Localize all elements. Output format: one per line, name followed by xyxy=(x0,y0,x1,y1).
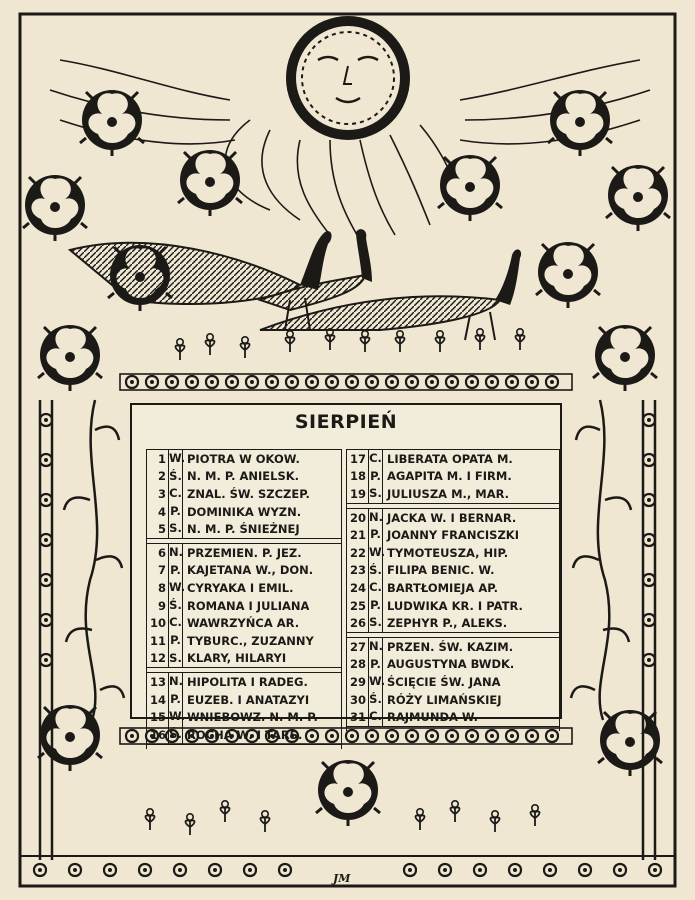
weekday-abbrev: W. xyxy=(368,673,383,691)
saint-name: FILIPA BENIC. W. xyxy=(387,563,495,578)
weekday-abbrev: P. xyxy=(368,597,383,615)
flower-icon xyxy=(593,325,657,391)
weekday-abbrev: P. xyxy=(168,503,183,521)
flower-icon xyxy=(178,150,242,216)
weekday-abbrev: P. xyxy=(168,691,183,709)
flower-icon xyxy=(316,760,380,826)
calendar-row xyxy=(147,468,341,486)
flower-icon xyxy=(438,155,502,221)
saint-name: KAJETANA W., DON. xyxy=(187,563,314,578)
calendar-row xyxy=(347,544,559,562)
day-number: 14 xyxy=(149,692,166,707)
day-number: 29 xyxy=(349,674,366,689)
weekday-abbrev: Ś. xyxy=(368,691,383,709)
saint-name: PIOTRA W OKOW. xyxy=(187,451,300,466)
calendar-column-right xyxy=(346,449,560,731)
calendar-row xyxy=(347,450,559,468)
weekday-abbrev: W. xyxy=(168,579,183,597)
saint-name: CYRYAKA I EMIL. xyxy=(187,580,294,595)
calendar-row xyxy=(147,632,341,650)
calendar-week-group xyxy=(347,637,559,727)
saint-name: DOMINIKA WYZN. xyxy=(187,504,302,519)
weekday-abbrev: S. xyxy=(168,650,183,668)
day-number: 16 xyxy=(149,727,166,742)
calendar-row xyxy=(147,544,341,562)
saint-name: EUZEB. I ANATAZYI xyxy=(187,692,310,707)
calendar-row xyxy=(347,597,559,615)
calendar-row xyxy=(347,526,559,544)
calendar-row xyxy=(347,614,559,632)
weekday-abbrev: N. xyxy=(368,638,383,656)
weekday-abbrev: S. xyxy=(368,485,383,503)
calendar-row xyxy=(147,708,341,726)
calendar-row xyxy=(147,450,341,468)
saint-name: AUGUSTYNA BWDK. xyxy=(387,657,515,672)
day-number: 19 xyxy=(349,486,366,501)
saint-name: TYMOTEUSZA, HIP. xyxy=(387,545,509,560)
saint-name: WNIEBOWZ. N. M. P. xyxy=(187,710,318,725)
day-number: 9 xyxy=(157,598,166,613)
calendar-week-group xyxy=(347,449,559,504)
day-number: 20 xyxy=(349,510,366,525)
day-number: 8 xyxy=(157,580,166,595)
day-number: 2 xyxy=(157,469,166,484)
day-number: 25 xyxy=(349,598,366,613)
calendar-row xyxy=(147,673,341,691)
saint-name: PRZEN. ŚW. KAZIM. xyxy=(387,639,514,654)
day-number: 26 xyxy=(349,616,366,631)
flower-icon xyxy=(536,242,600,308)
day-number: 7 xyxy=(157,563,166,578)
saint-name: TYBURC., ZUZANNY xyxy=(187,633,314,648)
weekday-abbrev: C. xyxy=(168,614,183,632)
day-number: 28 xyxy=(349,657,366,672)
day-number: 22 xyxy=(349,545,366,560)
calendar-row xyxy=(347,562,559,580)
flower-icon xyxy=(23,175,87,241)
day-number: 10 xyxy=(149,616,166,631)
calendar-row xyxy=(147,520,341,538)
weekday-abbrev: S. xyxy=(168,520,183,538)
month-title: SIERPIEŃ xyxy=(294,411,398,433)
saint-name: JULIUSZA M., MAR. xyxy=(387,486,510,501)
calendar-row xyxy=(347,485,559,503)
day-number: 11 xyxy=(149,633,166,648)
saint-name: KLARY, HILARYI xyxy=(187,651,287,666)
saint-name: RÓŻY LIMAŃSKIEJ xyxy=(387,692,502,707)
flower-icon xyxy=(80,90,144,156)
weekday-abbrev: W. xyxy=(168,450,183,468)
saint-name: N. M. P. ANIELSK. xyxy=(187,469,300,484)
saint-name: ROCHA W. I TARS. xyxy=(187,727,303,742)
calendar-column-left xyxy=(146,449,342,749)
calendar-row xyxy=(347,638,559,656)
day-number: 6 xyxy=(157,545,166,560)
day-number: 3 xyxy=(157,486,166,501)
saint-name: ZEPHYR P., ALEKS. xyxy=(387,616,508,631)
day-number: 15 xyxy=(149,710,166,725)
weekday-abbrev: Ś. xyxy=(168,468,183,486)
weekday-abbrev: W. xyxy=(168,708,183,726)
day-number: 13 xyxy=(149,674,166,689)
day-number: 23 xyxy=(349,563,366,578)
saint-name: BARTŁOMIEJA AP. xyxy=(387,580,498,595)
calendar-row xyxy=(147,562,341,580)
saint-name: LUDWIKA KR. I PATR. xyxy=(387,598,523,613)
flower-icon xyxy=(598,710,662,776)
weekday-abbrev: C. xyxy=(368,450,383,468)
calendar-week-group xyxy=(147,449,341,539)
calendar-row xyxy=(147,614,341,632)
weekday-abbrev: C. xyxy=(368,579,383,597)
calendar-row xyxy=(147,726,341,744)
weekday-abbrev: P. xyxy=(368,526,383,544)
saint-name: HIPOLITA I RADEG. xyxy=(187,674,308,689)
saint-name: WAWRZYŃCA AR. xyxy=(187,616,300,631)
day-number: 17 xyxy=(349,451,366,466)
day-number: 5 xyxy=(157,522,166,537)
day-number: 24 xyxy=(349,580,366,595)
weekday-abbrev: W. xyxy=(368,544,383,562)
day-number: 1 xyxy=(157,451,166,466)
weekday-abbrev: N. xyxy=(368,509,383,527)
weekday-abbrev: P. xyxy=(168,562,183,580)
day-number: 27 xyxy=(349,639,366,654)
weekday-abbrev: P. xyxy=(368,656,383,674)
sun-face-icon xyxy=(286,16,410,140)
weekday-abbrev: S. xyxy=(368,614,383,632)
artist-signature: JM xyxy=(333,872,351,885)
calendar-row xyxy=(347,656,559,674)
weekday-abbrev: N. xyxy=(168,673,183,691)
flower-icon xyxy=(606,165,670,231)
calendar-row xyxy=(347,468,559,486)
saint-name: RAJMUNDA W. xyxy=(387,710,479,725)
weekday-abbrev: Ś. xyxy=(168,597,183,615)
day-number: 18 xyxy=(349,469,366,484)
saint-name: AGAPITA M. I FIRM. xyxy=(387,469,512,484)
sprouts xyxy=(176,329,525,360)
saint-name: JOANNY FRANCISZKI xyxy=(387,528,519,543)
calendar-row xyxy=(147,597,341,615)
flower-icon xyxy=(38,325,102,391)
weekday-abbrev: Ś. xyxy=(168,726,183,744)
calendar-panel xyxy=(130,403,562,742)
calendar-row xyxy=(347,708,559,726)
calendar-row xyxy=(147,579,341,597)
calendar-row xyxy=(147,503,341,521)
weekday-abbrev: C. xyxy=(368,708,383,726)
day-number: 4 xyxy=(157,504,166,519)
calendar-week-group xyxy=(347,508,559,633)
calendar-week-group xyxy=(147,543,341,668)
peacock-icon xyxy=(70,231,332,330)
weekday-abbrev: N. xyxy=(168,544,183,562)
day-number: 30 xyxy=(349,692,366,707)
saint-name: JACKA W. I BERNAR. xyxy=(387,510,517,525)
saint-name: ROMANA I JULIANA xyxy=(187,598,310,613)
calendar-row xyxy=(347,509,559,527)
saint-name: LIBERATA OPATA M. xyxy=(387,451,513,466)
saint-name: ŚCIĘCIE ŚW. JANA xyxy=(387,674,501,689)
weekday-abbrev: P. xyxy=(368,468,383,486)
flower-icon xyxy=(548,90,612,156)
calendar-row xyxy=(147,650,341,668)
calendar-row xyxy=(147,691,341,709)
weekday-abbrev: P. xyxy=(168,632,183,650)
calendar-week-group xyxy=(147,672,341,744)
weekday-abbrev: C. xyxy=(168,485,183,503)
saint-name: PRZEMIEN. P. JEZ. xyxy=(187,545,302,560)
day-number: 21 xyxy=(349,528,366,543)
day-number: 31 xyxy=(349,710,366,725)
calendar-row xyxy=(147,485,341,503)
day-number: 12 xyxy=(149,651,166,666)
calendar-row xyxy=(347,673,559,691)
calendar-row xyxy=(347,579,559,597)
saint-name: N. M. P. ŚNIEŻNEJ xyxy=(187,522,300,537)
saint-name: ZNAL. ŚW. SZCZEP. xyxy=(187,486,310,501)
calendar-row xyxy=(347,691,559,709)
weekday-abbrev: Ś. xyxy=(368,562,383,580)
